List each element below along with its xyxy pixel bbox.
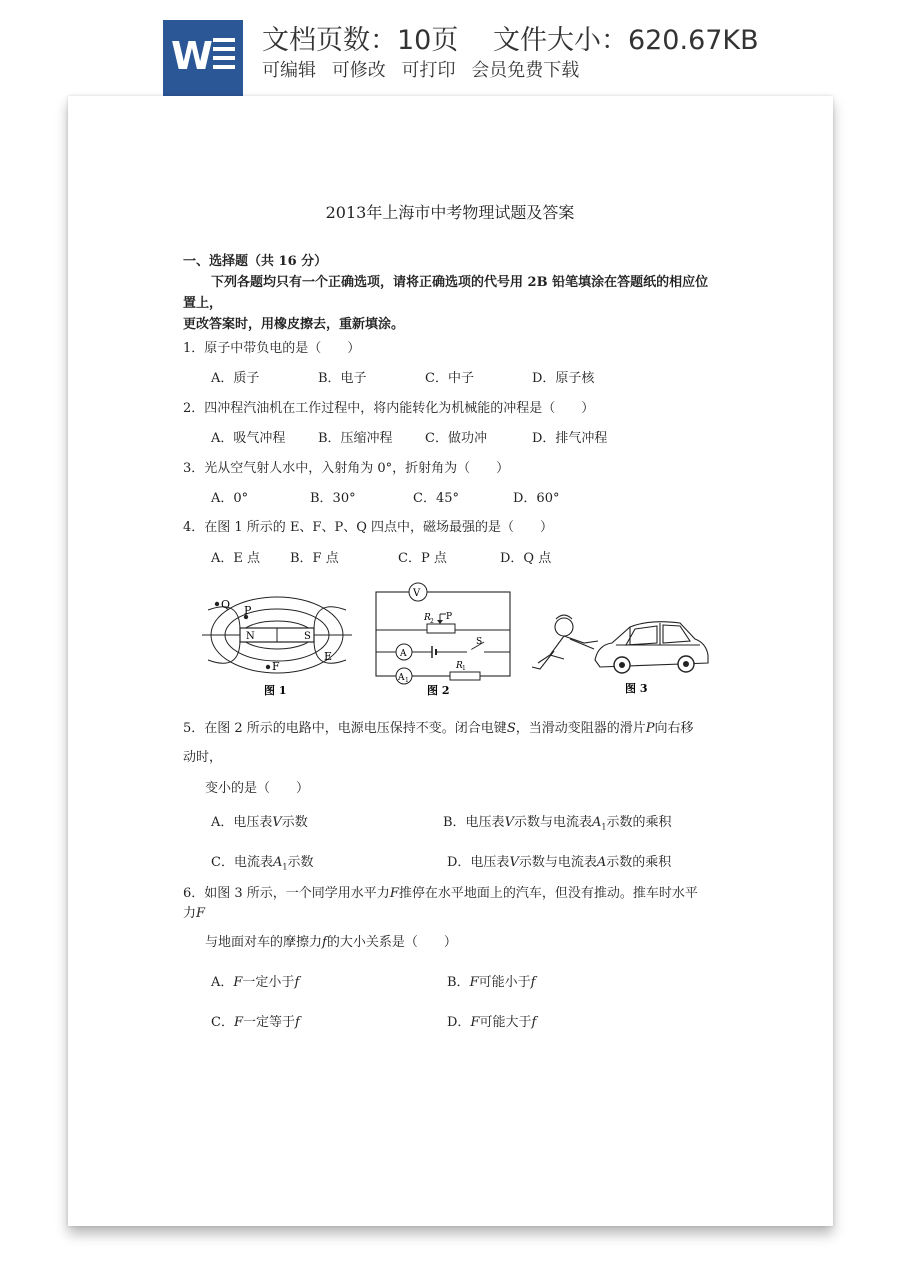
q5-a-var: V xyxy=(272,815,282,830)
fig2-label-s: S xyxy=(476,637,483,647)
q6-stem-text-b: 推停在水平地面上的汽车，但没有推动。推车时水平 xyxy=(398,886,698,901)
feature-list xyxy=(262,56,589,82)
fig1-caption: 图 1 xyxy=(264,684,287,697)
fig2-label-v: V xyxy=(413,588,421,599)
q5-b-sub: 1 xyxy=(601,822,607,832)
q5-c-var: A xyxy=(272,855,283,870)
feature-editable: 可编辑 xyxy=(262,60,316,81)
q5-a-text-b: 示数 xyxy=(281,815,308,830)
q5-stem-line-3: 变小的是（ ） xyxy=(205,781,310,796)
q3-stem: 3．光从空气射人水中，入射角为 0°，折射角为（ ） xyxy=(183,461,510,476)
q5-var-p: P xyxy=(645,721,655,736)
q5-stem-line-2: 动时， xyxy=(183,750,223,765)
word-icon xyxy=(163,20,243,96)
fig1-label-e: E xyxy=(324,650,333,663)
q5-d-var-a: A xyxy=(596,855,607,870)
q5-option-b xyxy=(443,811,671,832)
q1-option-a: A．质子 xyxy=(211,371,260,386)
figure-3-push-car xyxy=(520,605,715,700)
q4-option-b: B．F 点 xyxy=(290,551,339,566)
q6-c-text: 一定等于 xyxy=(242,1015,295,1030)
q5-d-text-b: 示数与电流表 xyxy=(518,855,597,870)
feature-member-download: 会员免费下载 xyxy=(471,60,580,81)
q6-option-a xyxy=(211,971,299,990)
q4-stem: 4．在图 1 所示的 E、F、P、Q 四点中，磁场最强的是（ ） xyxy=(183,520,553,535)
q5-b-text: B．电压表 xyxy=(443,815,505,830)
download-header xyxy=(0,0,900,100)
q6-d-text: 可能大于 xyxy=(479,1015,532,1030)
q6-b-label: B． xyxy=(447,975,470,990)
q6-a-text: 一定小于 xyxy=(242,975,295,990)
q6-d-label: D． xyxy=(447,1015,471,1030)
q6-a-var-friction: f xyxy=(294,975,300,990)
q6-stem-line-2 xyxy=(183,902,205,921)
fig2-label-a1-sub: 1 xyxy=(405,677,409,684)
fig2-label-p: P xyxy=(446,612,453,622)
q5-d-text-c: 示数的乘积 xyxy=(606,855,672,870)
page-count: 文档页数：10页 xyxy=(262,25,459,56)
q5-stem-text-a: 5．在图 2 所示的电路中，电源电压保持不变。闭合电键 xyxy=(183,721,507,736)
q2-option-b: B．压缩冲程 xyxy=(318,431,393,446)
q5-c-text: C．电流表 xyxy=(211,855,273,870)
fig2-label-r2: R xyxy=(424,613,431,623)
q2-stem: 2．四冲程汽油机在工作过程中，将内能转化为机械能的冲程是（ ） xyxy=(183,401,595,416)
q5-a-text: A．电压表 xyxy=(211,815,273,830)
q5-c-text-b: 示数 xyxy=(287,855,314,870)
q6-option-d xyxy=(447,1011,536,1030)
q1-option-b: B．电子 xyxy=(318,371,367,386)
fig2-label-r2-sub: 2 xyxy=(430,618,434,625)
fig2-label-a1: A xyxy=(398,673,405,683)
q5-stem-text-c: 向右移 xyxy=(654,721,694,736)
q5-option-c xyxy=(211,851,313,872)
q3-option-c: C．45° xyxy=(413,491,459,506)
q6-stem-line2-var: F xyxy=(196,906,206,921)
q3-option-a: A．0° xyxy=(211,491,249,506)
q3-option-d: D．60° xyxy=(513,491,560,506)
instruction-line-1: 下列各题均只有一个正确选项，请将正确选项的代号用 2B 铅笔填涂在答题纸的相应位 xyxy=(211,275,709,290)
q5-option-d xyxy=(447,851,671,870)
q6-stem-line3-text-b: 的大小关系是（ ） xyxy=(326,935,457,950)
q5-c-sub: 1 xyxy=(282,862,288,872)
word-icon-letter: W xyxy=(171,34,213,78)
q6-stem-line-1 xyxy=(183,882,698,901)
section-heading: 一、选择题（共 16 分） xyxy=(183,254,328,269)
q6-stem-line-3 xyxy=(205,931,457,950)
q2-option-d: D．排气冲程 xyxy=(532,431,608,446)
q4-option-d: D．Q 点 xyxy=(500,551,552,566)
q2-option-a: A．吸气冲程 xyxy=(211,431,286,446)
q1-option-c: C．中子 xyxy=(425,371,474,386)
fig1-label-n: N xyxy=(246,631,255,642)
q5-stem-text-b: ，当滑动变阻器的滑片 xyxy=(515,721,646,736)
word-icon-lines xyxy=(213,38,235,74)
fig2-label-r1-sub: 1 xyxy=(462,665,466,672)
feature-modifiable: 可修改 xyxy=(331,60,386,81)
instruction-line-3: 更改答案时，用橡皮擦去，重新填涂。 xyxy=(183,317,405,332)
q5-stem-line-1 xyxy=(183,717,694,736)
fig1-label-s: S xyxy=(304,631,311,642)
fig2-label-r1: R xyxy=(456,661,463,671)
q4-option-a: A．E 点 xyxy=(211,551,261,566)
q6-c-label: C． xyxy=(211,1015,234,1030)
q5-b-text-b: 示数与电流表 xyxy=(513,815,592,830)
q3-option-b: B．30° xyxy=(310,491,356,506)
q6-b-var-f: F xyxy=(469,975,479,990)
q5-option-a xyxy=(211,811,308,830)
q6-c-var-friction: f xyxy=(295,1015,300,1030)
q6-d-var-friction: f xyxy=(531,1015,537,1030)
figure-2-circuit xyxy=(372,580,517,700)
q5-b-var-v: V xyxy=(504,815,514,830)
q6-b-var-friction: f xyxy=(530,975,536,990)
q6-c-var-f: F xyxy=(233,1015,243,1030)
q6-option-b xyxy=(447,971,535,990)
q6-a-label: A． xyxy=(211,975,234,990)
q5-d-text: D．电压表 xyxy=(447,855,510,870)
file-size: 文件大小：620.67KB xyxy=(492,25,759,56)
pushing-person xyxy=(532,615,598,669)
feature-printable: 可打印 xyxy=(401,60,456,81)
fig1-label-q: Q xyxy=(221,598,231,611)
file-info xyxy=(262,18,785,57)
q5-var-s: S xyxy=(506,721,516,736)
instruction-line-2: 置上， xyxy=(183,296,223,311)
q6-d-var-f: F xyxy=(470,1015,480,1030)
document-title: 2013年上海市中考物理试题及答案 xyxy=(325,203,575,222)
fig3-caption: 图 3 xyxy=(625,682,648,695)
q5-d-var-v: V xyxy=(509,855,519,870)
q1-stem: 1．原子中带负电的是（ ） xyxy=(183,341,361,356)
q6-stem-line2-text: 力 xyxy=(183,906,197,921)
q5-b-var-a: A xyxy=(591,815,602,830)
q6-stem-line3-var: f xyxy=(322,935,327,950)
q1-option-d: D．原子核 xyxy=(532,371,595,386)
q6-stem-text-a: 6．如图 3 所示，一个同学用水平力 xyxy=(183,886,390,901)
figure-1-magnet xyxy=(200,590,355,700)
q6-a-var-f: F xyxy=(233,975,243,990)
q6-var-f: F xyxy=(389,886,399,901)
q6-b-text: 可能小于 xyxy=(478,975,531,990)
fig2-label-a: A xyxy=(400,649,407,659)
q6-stem-line3-text: 与地面对车的摩擦力 xyxy=(205,935,323,950)
q2-option-c: C．做功冲 xyxy=(425,431,487,446)
fig1-label-f: F xyxy=(272,660,280,673)
q4-option-c: C．P 点 xyxy=(398,551,447,566)
fig1-label-p: P xyxy=(244,604,252,617)
q6-option-c xyxy=(211,1011,300,1030)
q5-b-text-c: 示数的乘积 xyxy=(606,815,672,830)
fig2-caption: 图 2 xyxy=(427,684,450,697)
